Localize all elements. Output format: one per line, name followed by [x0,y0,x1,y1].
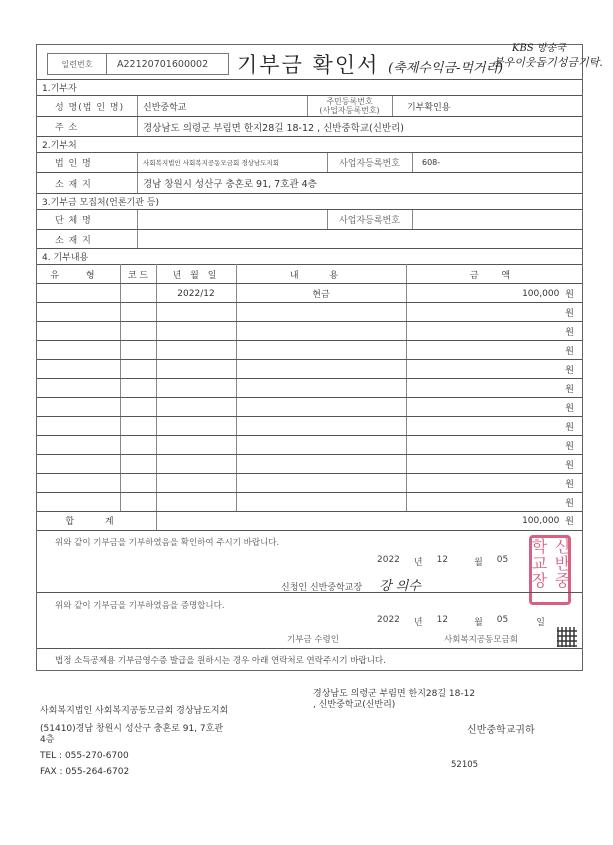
row-amount [406,360,584,379]
collector-org-label: 단 체 명 [55,216,92,226]
recipient-location-label: 소 재 지 [55,179,92,190]
row-content [236,474,406,493]
row-amount-unit: 원 [565,442,574,452]
receiver-date [377,615,545,628]
serial-number-label: 일련번호 [48,54,107,74]
row-type [37,379,120,398]
recipient-biz-no-value: 608- [422,158,441,167]
total-amount-unit: 원 [565,517,574,527]
recipient-corp-value: 사회복지법인 사회복지공동모금회 경상남도지회 [143,159,279,167]
total-amount [156,511,584,530]
row-content [236,341,406,360]
row-amount [406,341,584,360]
row-date [156,398,236,417]
row-type [37,398,120,417]
donor-address-value: 경상남도 의령군 부림면 한지28길 18-12 , 신반중학교(신반리) [143,122,404,134]
row-amount [406,303,584,322]
row-type [37,303,120,322]
receiver-day-unit: 일 [536,618,545,628]
column-header-amount: 금 액 [469,270,521,281]
sender-org: 사회복지법인 사회복지공동모금회 경상남도지회 [40,706,229,716]
total-amount-value: 100,000 [522,515,560,526]
row-code [120,398,156,417]
row-amount-unit: 원 [565,309,574,319]
receiver-month-unit: 월 [474,618,483,628]
row-type [37,436,120,455]
receiver-day: 05 [496,615,509,625]
applicant-day: 05 [496,555,509,565]
applicant-month: 12 [436,555,449,565]
row-date [156,379,236,398]
row-content: 현금 [312,290,330,300]
donor-id-label-line2: (사업자등록번호) [319,106,380,115]
row-content [236,303,406,322]
receiver-label: 기부금 수령인 [287,635,339,645]
donor-id-value: 기부확인용 [407,102,451,113]
divider [137,153,138,193]
row-amount [406,379,584,398]
section-recipient-title: 2.기부처 [42,141,77,151]
receiver-year: 2022 [377,615,400,625]
divider [392,96,393,116]
row-date [156,436,236,455]
qr-code-icon [557,627,577,647]
recipient-corp-label: 법 인 명 [55,159,92,169]
row-date [156,322,236,341]
receiver-year-unit: 년 [413,618,423,628]
row-type [37,493,120,512]
donor-id-label-line1: 주민등록번호 [326,97,373,106]
serial-number-value: A22120701600002 [117,58,209,70]
handwritten-side-note-line2: 불우이웃돕기성금기탁. [493,56,603,69]
row-amount-unit: 원 [565,404,574,414]
row-date [156,341,236,360]
row-date [156,360,236,379]
receiver-month: 12 [436,615,449,625]
divider [37,592,582,593]
recipient-address-line1: 경상남도 의령군 부림면 한지28길 18-12 [313,689,476,699]
row-amount [406,493,584,512]
divider [412,210,413,229]
applicant-date [377,555,508,568]
sender-tel: TEL : 055-270-6700 [40,751,129,761]
recipient-name-honorific: 신반중학교귀하 [467,725,535,736]
receiver-statement: 위와 같이 기부금을 기부하였음을 증명합니다. [55,601,225,611]
row-amount-unit: 원 [565,347,574,357]
divider [37,648,582,649]
document-title-text: 기부금 확인서 [237,53,380,77]
sender-address-line1: (51410)경남 창원시 성산구 충혼로 91, 7호관 [40,724,224,734]
sender-fax: FAX : 055-264-6702 [40,767,130,777]
row-amount-value: 100,000 [522,288,560,299]
collector-org-value [143,210,323,229]
donation-confirmation-form [36,44,583,671]
sender-address-line2: 4층 [40,735,55,745]
row-code [120,303,156,322]
serial-number-box [47,53,229,75]
row-code [120,379,156,398]
row-code [120,360,156,379]
row-amount [406,398,584,417]
recipient-address-line2: , 신반중학교(신반리) [313,700,396,710]
applicant-month-unit: 월 [474,558,483,568]
row-code [120,322,156,341]
row-amount-unit: 원 [565,328,574,338]
row-code [120,284,156,303]
notice-text: 법정 소득공제용 기부금영수증 발급을 원하시는 경우 아래 연락처로 연락주시기 바랍니다. [55,656,386,666]
total-label: 합 계 [65,517,128,527]
applicant-statement: 위와 같이 기부금을 기부하였음을 확인하여 주시기 바랍니다. [55,538,280,548]
row-content [236,360,406,379]
row-date [156,474,236,493]
row-content [236,379,406,398]
column-header-content: 내 용 [289,270,353,281]
row-amount [406,474,584,493]
row-amount-unit: 원 [565,499,574,509]
row-amount [406,284,584,303]
row-amount-unit: 원 [565,480,574,490]
row-amount-unit: 원 [565,423,574,433]
recipient-biz-no-label: 사업자등록번호 [339,159,400,169]
handwritten-side-note-line1: KBS 방송국 [512,43,566,54]
official-seal-stamp: 신반중학교장 [529,535,571,605]
row-date [156,303,236,322]
row-amount [406,322,584,341]
postal-code: 52105 [451,760,479,770]
recipient-location-value: 경남 창원시 성산구 충혼로 91, 7호관 4층 [143,179,317,190]
divider [412,153,413,172]
row-content [236,398,406,417]
row-type [37,474,120,493]
recipient-mailing-block [313,689,475,711]
row-code [120,493,156,512]
row-content [236,322,406,341]
row-amount [406,455,584,474]
row-code [120,436,156,455]
row-type [37,417,120,436]
applicant-label: 신청인 [281,583,308,593]
collector-location-label: 소 재 지 [55,235,92,246]
row-date: 2022/12 [177,288,215,299]
column-header-code: 코 드 [127,270,149,281]
donor-address-label: 주 소 [55,123,79,133]
row-type [37,360,120,379]
row-type [37,284,120,303]
sender-block [40,704,228,779]
applicant-name: 신반중학교장 [309,583,363,593]
applicant-signature: 강 의수 [379,579,421,594]
donor-name-value: 신반중학교 [143,102,187,113]
applicant-year-unit: 년 [413,558,423,568]
section-donor-title: 1.기부자 [42,84,77,94]
donor-id-label [307,96,392,116]
row-amount-unit: 원 [565,461,574,471]
row-type [37,322,120,341]
row-date [156,417,236,436]
row-amount [406,436,584,455]
row-content [236,455,406,474]
row-amount-unit: 원 [565,385,574,395]
row-content [236,417,406,436]
collector-biz-no-label: 사업자등록번호 [339,216,400,226]
row-amount [406,417,584,436]
row-content [236,493,406,512]
row-amount-unit: 원 [565,366,574,376]
column-header-type: 유 형 [50,270,107,281]
row-date [156,493,236,512]
row-code [120,474,156,493]
donor-name-label: 성 명(법 인 명) [55,102,125,113]
column-header-date: 년 월 일 [172,270,220,281]
collector-biz-no-value [422,210,572,229]
row-type [37,455,120,474]
section-collector-title: 3.기부금 모집처(언론기관 등) [42,198,159,208]
row-code [120,455,156,474]
applicant-year: 2022 [377,555,400,565]
row-code [120,417,156,436]
row-date [156,455,236,474]
row-content [236,436,406,455]
collector-location-value [143,230,583,248]
divider [37,530,582,531]
document-title [237,49,503,79]
section-details-title: 4. 기부내용 [42,253,89,263]
row-type [37,341,120,360]
handwritten-title-note: (축제수익금-먹거리) [388,61,504,76]
row-code [120,341,156,360]
row-amount-unit: 원 [565,290,574,300]
receiver-name: 사회복지공동모금회 [444,635,518,645]
